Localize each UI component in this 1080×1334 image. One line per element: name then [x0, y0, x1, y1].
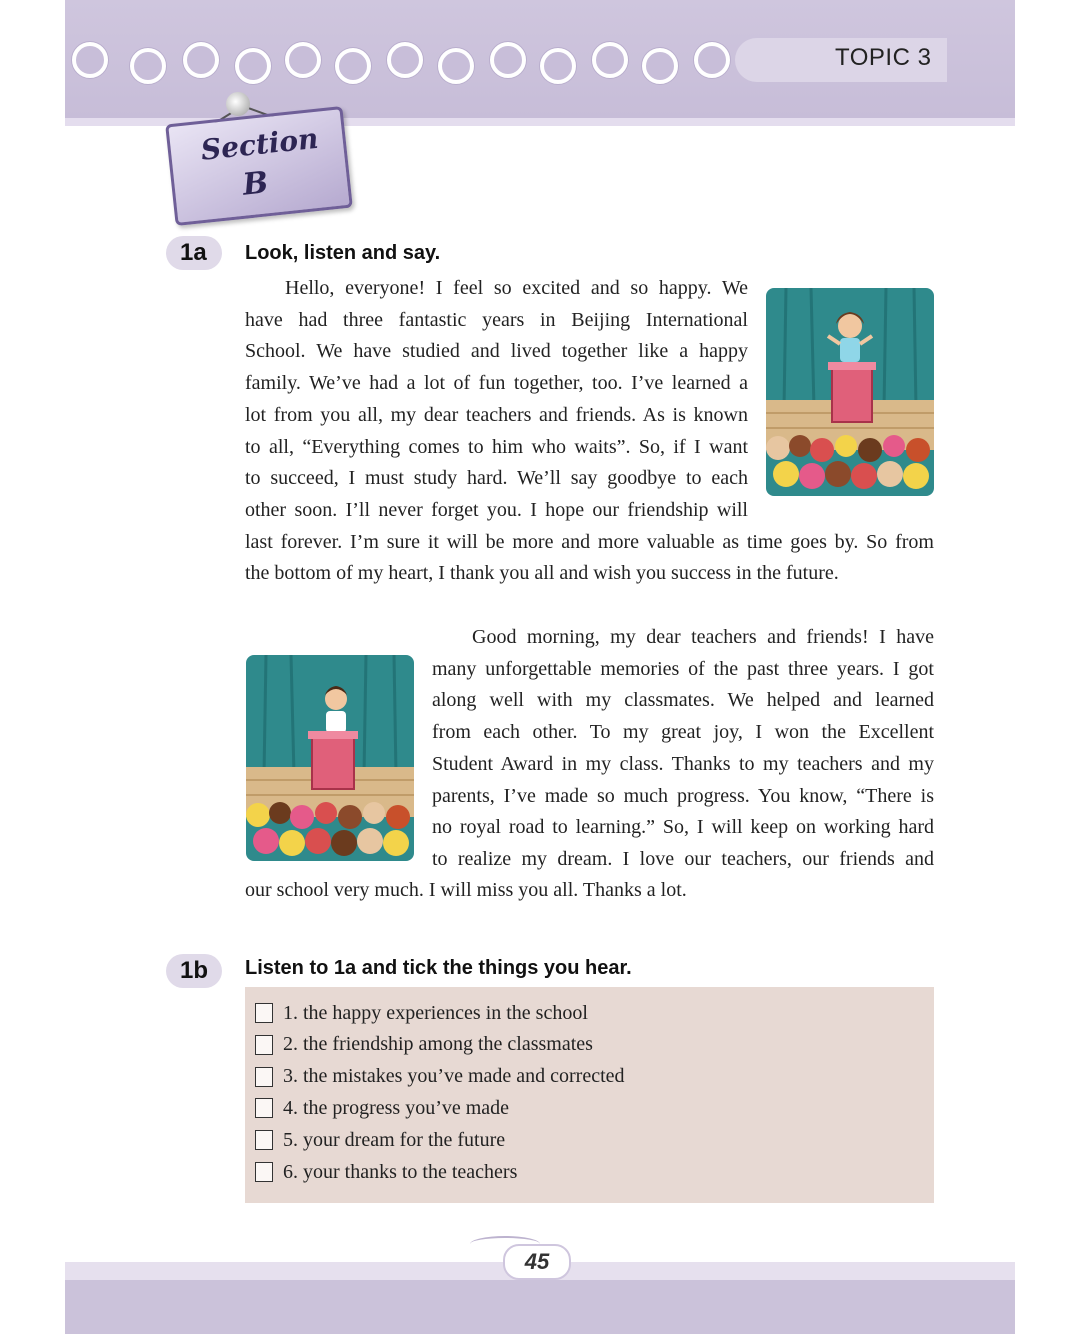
checkbox-icon[interactable]: [255, 1098, 273, 1118]
ring-binding-icon: [642, 48, 678, 84]
speech-2: [432, 622, 934, 876]
ring-binding-icon: [540, 48, 576, 84]
text-line: our school very much. I will miss you all. Thanks a lot.: [245, 879, 687, 901]
tick-item-label: 3. the mistakes you’ve made and corrected: [283, 1065, 625, 1088]
tick-item: [255, 1156, 517, 1188]
speech-2-last-line: [245, 875, 934, 907]
tick-item: [255, 1092, 509, 1124]
exercise-number-1a: 1a: [166, 236, 222, 270]
checkbox-icon[interactable]: [255, 1003, 273, 1023]
text-line: many unforgettable memories of the past three years. I got: [432, 657, 934, 680]
checkbox-icon[interactable]: [255, 1130, 273, 1150]
pin-icon: [226, 92, 250, 116]
ring-binding-icon: [438, 48, 474, 84]
checkbox-icon[interactable]: [255, 1035, 273, 1055]
text-line: family. We’ve had a lot of fun together, too. I’ve learned a: [245, 372, 748, 395]
page-number: 45: [503, 1244, 571, 1280]
tick-item-label: 2. the friendship among the classmates: [283, 1033, 593, 1056]
tick-item-label: 6. your thanks to the teachers: [283, 1160, 518, 1183]
tick-item-label: 5. your dream for the future: [283, 1128, 506, 1151]
ring-binding-icon: [387, 42, 423, 78]
text-line: last forever. I’m sure it will be more and more valuable as time goes by. So from: [245, 530, 934, 553]
ring-binding-icon: [490, 42, 526, 78]
ring-binding-icon: [72, 42, 108, 78]
ring-binding-icon: [694, 42, 730, 78]
exercise-number-1b: 1b: [166, 954, 222, 988]
text-line: to all, “Everything comes to him who waits”. So, if I want: [245, 435, 748, 458]
text-line: to succeed, I must study hard. We’ll say goodbye to each: [245, 467, 748, 490]
text-line: to realize my dream. I love our teachers, our friends and: [432, 847, 934, 870]
ring-binding-icon: [183, 42, 219, 78]
section-letter: B: [241, 165, 270, 203]
text-line: other soon. I’ll never forget you. I hope our friendship will: [245, 498, 748, 521]
ring-binding-icon: [235, 48, 271, 84]
text-line: Good morning, my dear teachers and friends! I have: [472, 626, 934, 648]
text-line: along well with my classmates. We helped and learned: [432, 689, 934, 712]
ring-binding-icon: [285, 42, 321, 78]
ring-binding-icon: [130, 48, 166, 84]
boy-speech-illustration: [246, 655, 414, 861]
girl-speech-illustration: [766, 288, 934, 496]
text-line: Student Award in my class. Thanks to my teachers and my: [432, 752, 934, 775]
text-line: Hello, everyone! I feel so excited and so happy. We: [285, 277, 748, 299]
speech-1: [245, 273, 748, 527]
ring-binding-icon: [335, 48, 371, 84]
tick-item-label: 1. the happy experiences in the school: [283, 1001, 588, 1024]
section-word: Section: [199, 121, 320, 167]
section-sign: [165, 106, 353, 226]
tick-item: [255, 1124, 505, 1156]
exercise-title-1a: Look, listen and say.: [245, 242, 441, 264]
tick-item: [255, 1029, 593, 1061]
text-line: from each other. To my great joy, I won the Excellent: [432, 721, 934, 744]
text-line: parents, I’ve made so much progress. You know, “There is: [432, 784, 934, 807]
text-line: no royal road to learning.” So, I will keep on working hard: [432, 816, 934, 839]
text-line: School. We have studied and lived together like a happy: [245, 340, 748, 363]
text-line: lot from you all, my dear teachers and friends. As is known: [245, 403, 748, 426]
tick-item: [255, 997, 588, 1029]
exercise-title-1b: Listen to 1a and tick the things you hear.: [245, 957, 632, 979]
ring-binding-icon: [592, 42, 628, 78]
tick-item-label: 4. the progress you’ve made: [283, 1096, 510, 1119]
speech-1-wide-lines: [245, 527, 934, 590]
topic-label: TOPIC 3: [835, 44, 932, 71]
text-line: have had three fantastic years in Beijing International: [245, 308, 748, 331]
checkbox-icon[interactable]: [255, 1067, 273, 1087]
checkbox-icon[interactable]: [255, 1162, 273, 1182]
text-line: the bottom of my heart, I thank you all and wish you success in the future.: [245, 562, 839, 585]
tick-item: [255, 1061, 625, 1093]
